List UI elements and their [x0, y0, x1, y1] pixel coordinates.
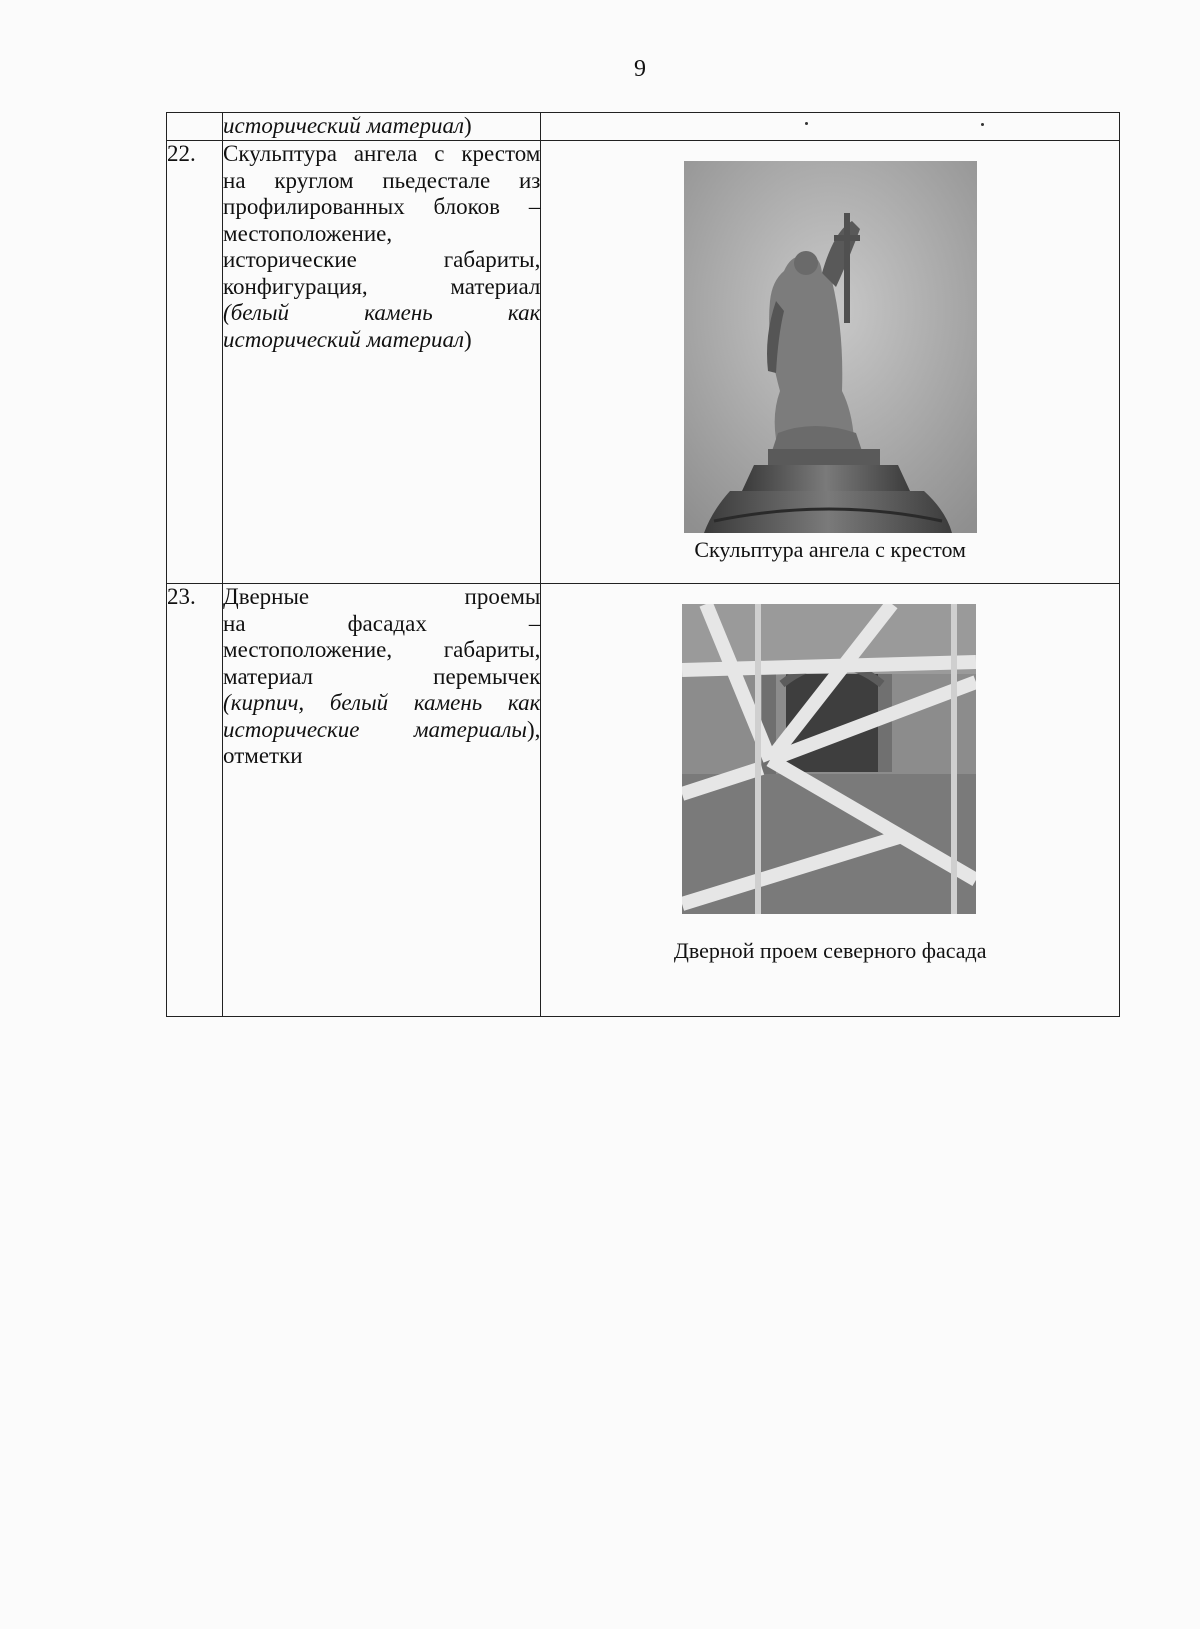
row-number: 22.	[167, 141, 223, 584]
image-cell	[541, 113, 1120, 141]
description-line: профилированных блоков –	[223, 194, 541, 219]
description-line: на фасадах –	[223, 610, 541, 636]
description-cell	[223, 113, 541, 141]
description-tail: )	[464, 113, 472, 138]
description-italic: исторический материал	[223, 113, 464, 138]
description-line: конфигурация, материал	[223, 273, 541, 299]
image-cell	[541, 584, 1120, 1017]
description-line: на круглом пьедестале из	[223, 167, 541, 193]
scan-speck	[981, 123, 984, 126]
image-caption: Дверной проем северного фасада	[673, 938, 987, 963]
image-cell	[541, 141, 1120, 584]
description-line: исторические габариты,	[223, 247, 541, 272]
description-line: местоположение,	[223, 220, 393, 246]
description-italic-line: исторический материал	[223, 326, 464, 352]
table-row-continuation	[167, 113, 1120, 141]
page-number: 9	[634, 56, 646, 82]
description-line: Скульптура ангела с крестом	[223, 141, 541, 166]
description-cell	[223, 141, 541, 584]
description-italic-line: (кирпич, белый камень как	[223, 690, 541, 715]
description-cell	[223, 584, 541, 1017]
description-line: местоположение, габариты,	[223, 637, 541, 662]
row-number-cell	[167, 113, 223, 141]
description-tail: ),	[526, 716, 541, 742]
description-line: Дверные проемы	[223, 584, 541, 609]
table-row-22	[167, 141, 1120, 584]
image-caption: Скульптура ангела с крестом	[694, 537, 966, 562]
door-opening-photo	[682, 604, 976, 914]
description-line: материал перемычек	[223, 663, 541, 689]
table-row-23	[167, 584, 1120, 1017]
heritage-elements-table	[166, 112, 1120, 1017]
angel-sculpture-photo	[684, 161, 977, 533]
row-number: 23.	[167, 584, 223, 1017]
description-line: отметки	[223, 743, 303, 768]
description-italic-line: исторические материалы	[223, 716, 527, 742]
description-italic-line: (белый камень как	[223, 300, 541, 325]
scan-speck	[805, 122, 808, 125]
description-tail: )	[464, 326, 472, 352]
